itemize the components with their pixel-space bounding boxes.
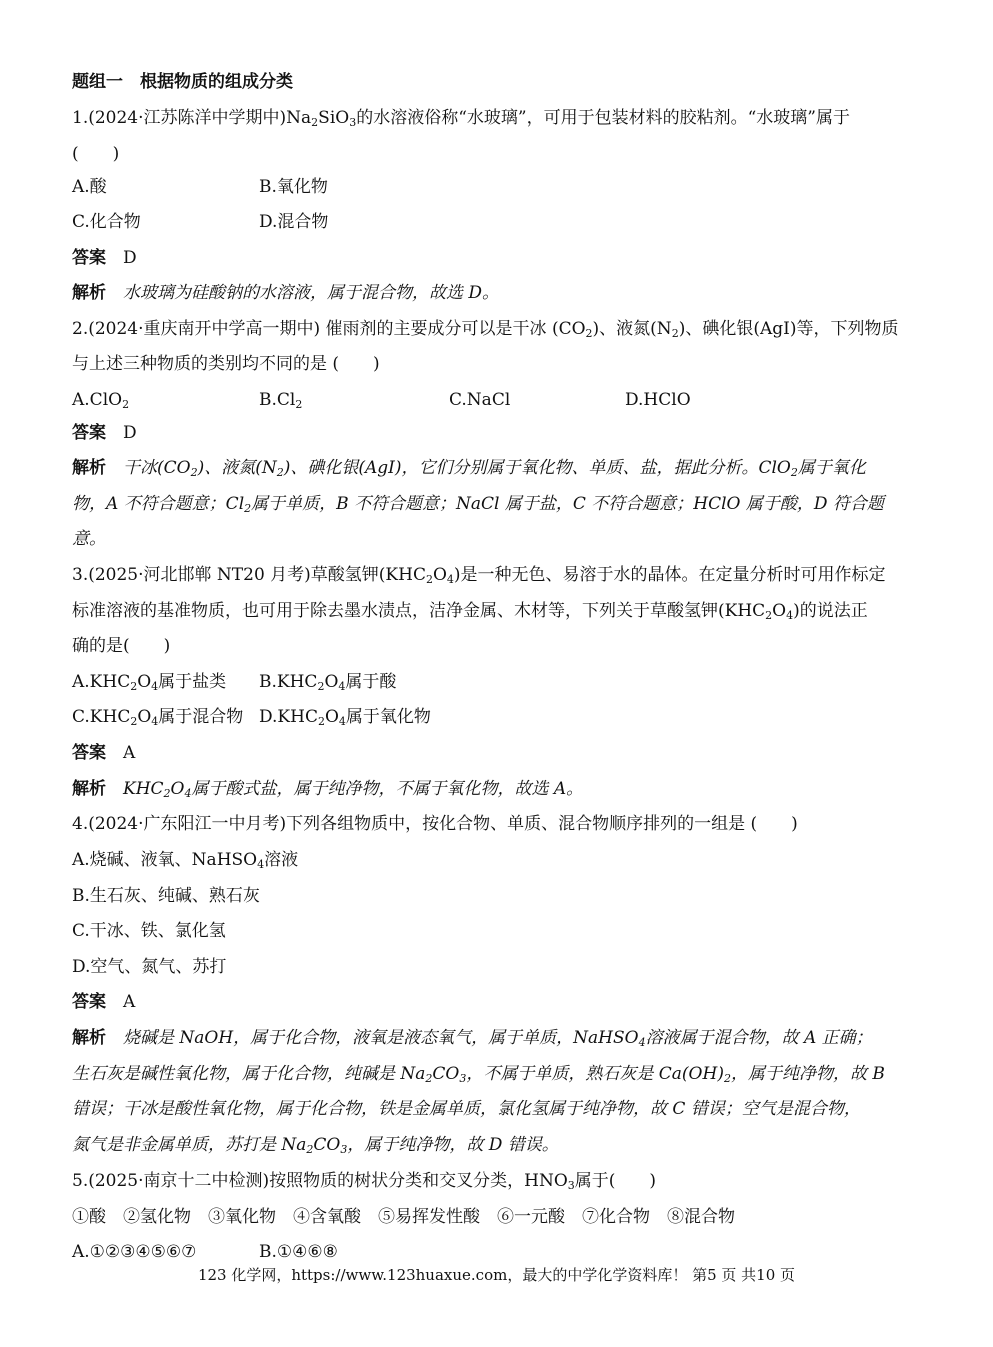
q4-stem: 4.(2024·广东阳江一中月考)下列各组物质中，按化合物、单质、混合物顺序排列的一组是 ( ) <box>72 814 798 834</box>
q1-stem-line1: 1.(2024·江苏陈洋中学期中)$Na_2SiO_3$的水溶液俗称“水玻璃”，可用于包装材料的胶粘剂。“水玻璃”属于 <box>72 108 850 129</box>
q2-stem-line1: 2.(2024·重庆南开中学高一期中) 催雨剂的主要成分可以是干冰 $(CO_2)$、液氮$(N_2)$、碘化银(AgI)等，下列物质 <box>72 319 899 340</box>
q4-analysis-line2: 生石灰是碱性氧化物，属于化合物，纯碱是 $Na_2CO_3$，不属于单质，熟石灰是 $Ca(OH)_2$，属于纯净物，故 B <box>72 1064 885 1085</box>
q4-answer: 答案 A <box>72 992 136 1012</box>
q2-option-c: C.NaCl <box>449 390 511 410</box>
q5-choices: ①酸 ②氢化物 ③氧化物 ④含氧酸 ⑤易挥发性酸 ⑥一元酸 ⑦化合物 ⑧混合物 <box>72 1207 735 1227</box>
q3-stem-line2: 标准溶液的基准物质，也可用于除去墨水渍点，洁净金属、木材等，下列关于草酸氢钾$(KHC_2O_4)$的说法正 <box>72 601 868 622</box>
q3-stem-line3: 确的是( ) <box>72 636 171 656</box>
q2-option-b: $B.Cl_2$ <box>259 390 303 411</box>
q4-analysis-line3: 错误；干冰是酸性氧化物，属于化合物，铁是金属单质，氯化氢属于纯净物，故 C 错误；空气是混合物， <box>72 1099 861 1119</box>
q3-answer: 答案 A <box>72 743 136 763</box>
q1-option-b: B.氧化物 <box>259 177 328 197</box>
group-title: 题组一 根据物质的组成分类 <box>72 72 293 92</box>
q1-option-d: D.混合物 <box>259 212 329 232</box>
q4-option-a: A.烧碱、液氧、NaHSO$_4$溶液 <box>72 850 299 871</box>
q2-option-d: D.HClO <box>625 390 691 410</box>
q4-option-d: D.空气、氮气、苏打 <box>72 957 227 977</box>
q1-analysis: 解析 水玻璃为硅酸钠的水溶液，属于混合物，故选 D。 <box>72 283 500 303</box>
q2-analysis-line3: 意。 <box>72 529 106 549</box>
q4-option-b: B.生石灰、纯碱、熟石灰 <box>72 886 260 906</box>
q5-stem: 5.(2025·南京十二中检测)按照物质的树状分类和交叉分类，$HNO_3$属于( ) <box>72 1171 657 1192</box>
q4-analysis-line1: 解析 烧碱是 NaOH，属于化合物，液氧是液态氧气，属于单质，NaHSO$_4$溶液属于混合物，故 A 正确； <box>72 1028 873 1049</box>
page-footer: 123 化学网，https://www.123huaxue.com，最大的中学化学资料库！ 第5 页 共10 页 <box>197 1266 796 1284</box>
q3-option-b: $B.KHC_2O_4$属于酸 <box>259 672 397 693</box>
q2-option-a: A.ClO$_2$ <box>72 390 130 411</box>
q4-option-c: C.干冰、铁、氯化氢 <box>72 921 226 941</box>
q3-option-d: $D.KHC_2O_4$属于氧化物 <box>259 707 431 728</box>
q3-stem-line1: 3.(2025·河北邯郸 NT20 月考)草酸氢钾$(KHC_2O_4)$是一种无色、易溶于水的晶体。在定量分析时可用作标定 <box>72 565 886 586</box>
q3-option-a: $A.KHC_2O_4$属于盐类 <box>72 672 227 693</box>
q5-option-a: A.①②③④⑤⑥⑦ <box>72 1242 197 1262</box>
q3-analysis: 解析 $KHC_2O_4$属于酸式盐，属于纯净物，不属于氧化物，故选 A。 <box>72 779 584 800</box>
q4-analysis-line4: 氮气是非金属单质，苏打是 $Na_2CO_3$，属于纯净物，故 D 错误。 <box>72 1135 559 1156</box>
q2-answer: 答案 D <box>72 423 137 443</box>
q2-stem-line2: 与上述三种物质的类别均不同的是 ( ) <box>72 354 380 374</box>
q2-analysis-line1: 解析 干冰$(CO_2)$、液氮$(N_2)$、碘化银(AgI)，它们分别属于氧化物、单质、盐，据此分析。ClO$_2$属于氧化 <box>72 458 866 479</box>
q3-option-c: $C.KHC_2O_4$属于混合物 <box>72 707 244 728</box>
q1-stem-line2: ( ) <box>72 144 120 164</box>
q5-option-b: B.①④⑥⑧ <box>259 1242 338 1262</box>
q1-answer: 答案 D <box>72 248 137 268</box>
q1-option-a: A.酸 <box>72 177 107 197</box>
q2-analysis-line2: 物，A 不符合题意；$Cl_2$属于单质，B 不符合题意；NaCl 属于盐，C 不符合题意；HClO 属于酸，D 符合题 <box>72 494 884 515</box>
q1-option-c: C.化合物 <box>72 212 141 232</box>
